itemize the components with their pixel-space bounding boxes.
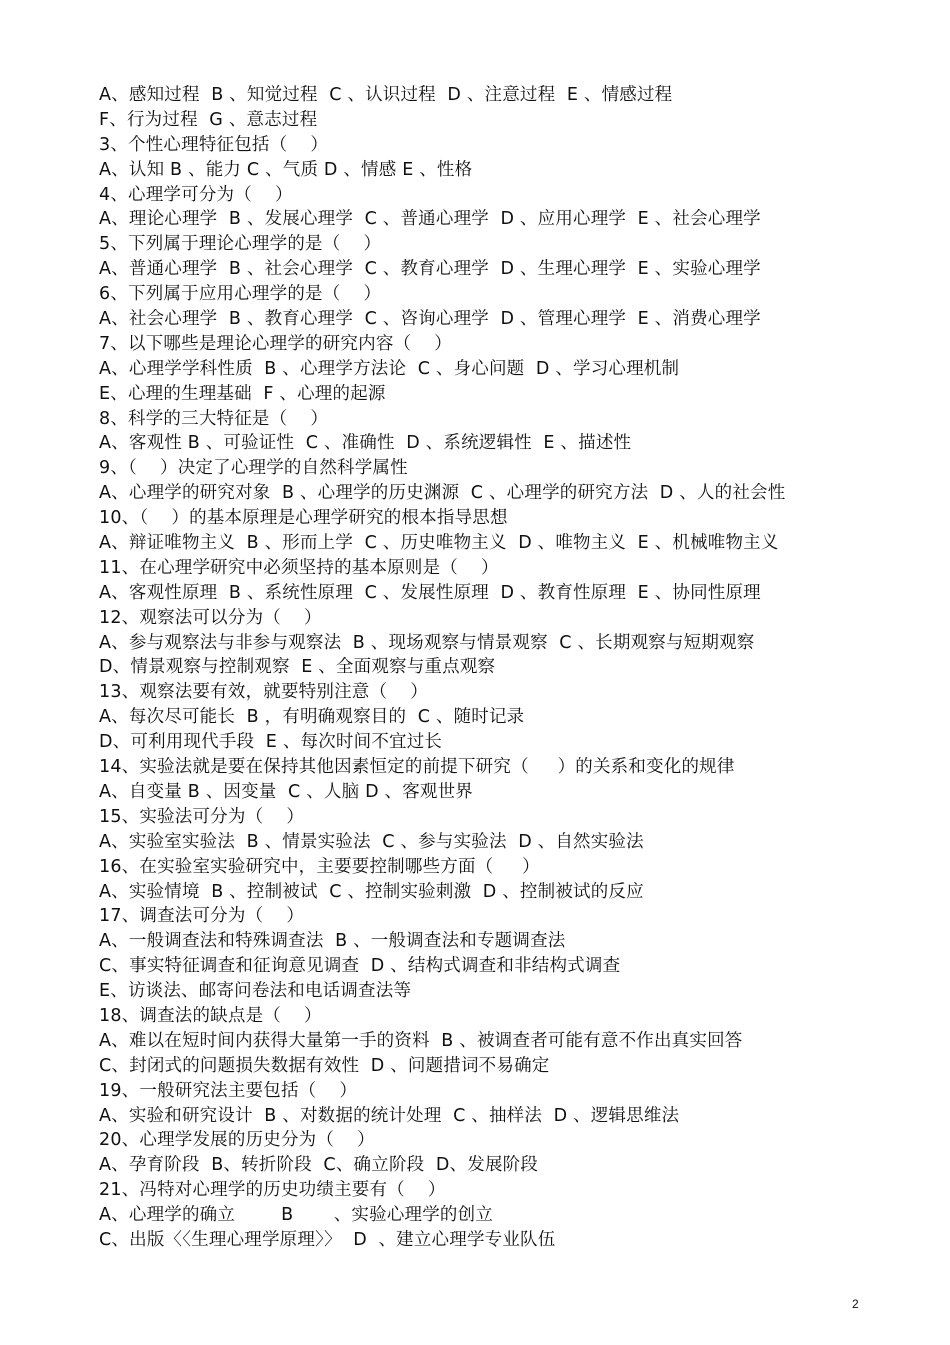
text-line: 11、在心理学研究中必须坚持的基本原则是（ ） xyxy=(99,557,499,578)
text-line: A、实验和研究设计 B 、对数据的统计处理 C 、抽样法 D 、逻辑思维法 xyxy=(99,1105,680,1126)
page-number: 2 xyxy=(852,1297,859,1311)
text-line: A、客观性 B 、可验证性 C 、准确性 D 、系统逻辑性 E 、描述性 xyxy=(99,433,632,454)
text-line: A、实验室实验法 B 、情景实验法 C 、参与实验法 D 、自然实验法 xyxy=(99,831,644,852)
text-line: A、每次尽可能长 B ，有明确观察目的 C 、随时记录 xyxy=(99,707,525,728)
text-line: 14、实验法就是要在保持其他因素恒定的前提下研究（ ）的关系和变化的规律 xyxy=(99,757,735,778)
text-line: F、行为过程 G 、意志过程 xyxy=(99,109,318,130)
text-line: A、心理学学科性质 B 、心理学方法论 C 、身心问题 D 、学习心理机制 xyxy=(99,358,680,379)
text-line: E、心理的生理基础 F 、心理的起源 xyxy=(99,383,386,404)
text-line: 5、下列属于理论心理学的是（ ） xyxy=(99,234,382,255)
text-line: A、普通心理学 B 、社会心理学 C 、教育心理学 D 、生理心理学 E 、实验心理学 xyxy=(99,259,761,280)
text-line: C、封闭式的问题损失数据有效性 D 、问题措词不易确定 xyxy=(99,1055,550,1076)
text-line: A、社会心理学 B 、教育心理学 C 、咨询心理学 D 、管理心理学 E 、消费心理学 xyxy=(99,309,761,330)
text-line: C、出版〈〈生理心理学原理〉〉 D 、建立心理学专业队伍 xyxy=(99,1229,556,1250)
text-line: 9、（ ）决定了心理学的自然科学属性 xyxy=(99,458,408,479)
text-line: C、事实特征调查和征询意见调查 D 、结构式调查和非结构式调查 xyxy=(99,956,621,977)
text-line: D、可利用现代手段 E 、每次时间不宜过长 xyxy=(99,732,443,753)
text-line: 3、个性心理特征包括（ ） xyxy=(99,134,329,155)
text-line: 7、以下哪些是理论心理学的研究内容（ ） xyxy=(99,333,452,354)
text-line: 13、观察法要有效，就要特别注意（ ） xyxy=(99,682,428,703)
text-line: A、一般调查法和特殊调查法 B 、一般调查法和专题调查法 xyxy=(99,931,566,952)
text-line: A、感知过程 B 、知觉过程 C 、认识过程 D 、注意过程 E 、情感过程 xyxy=(99,85,673,105)
text-line: A、自变量 B 、因变量 C 、人脑 D 、客观世界 xyxy=(99,781,474,802)
text-line: A、认知 B 、能力 C 、气质 D 、情感 E 、性格 xyxy=(99,159,473,180)
text-line: 19、一般研究法主要包括（ ） xyxy=(99,1080,358,1101)
text-line: A、心理学的确立 B 、实验心理学的创立 xyxy=(99,1205,494,1226)
text-line: A、客观性原理 B 、系统性原理 C 、发展性原理 D 、教育性原理 E 、协同性原理 xyxy=(99,582,761,603)
text-line: 20、心理学发展的历史分为（ ） xyxy=(99,1130,375,1151)
text-line: 16、在实验室实验研究中，主要要控制哪些方面（ ） xyxy=(99,856,540,877)
text-line: A、心理学的研究对象 B 、心理学的历史渊源 C 、心理学的研究方法 D 、人的社会性 xyxy=(99,483,786,504)
text-line: E、访谈法、邮寄问卷法和电话调查法等 xyxy=(99,981,412,1002)
text-line: A、难以在短时间内获得大量第一手的资料 B 、被调查者可能有意不作出真实回答 xyxy=(99,1030,743,1051)
question-list xyxy=(99,83,899,1253)
text-line: A、辩证唯物主义 B 、形而上学 C 、历史唯物主义 D 、唯物主义 E 、机械唯物主义 xyxy=(99,533,779,554)
text-line: 4、心理学可分为（ ） xyxy=(99,184,293,205)
text-line: 8、科学的三大特征是（ ） xyxy=(99,408,329,429)
text-line: 21、冯特对心理学的历史功绩主要有（ ） xyxy=(99,1180,446,1201)
text-line: A、参与观察法与非参与观察法 B 、现场观察与情景观察 C 、长期观察与短期观察 xyxy=(99,632,755,653)
text-line: 10、（ ）的基本原理是心理学研究的根本指导思想 xyxy=(99,508,508,529)
text-line: A、孕育阶段 B、转折阶段 C、确立阶段 D、发展阶段 xyxy=(99,1155,539,1176)
text-line: 12、观察法可以分为（ ） xyxy=(99,607,322,628)
text-line: 18、调查法的缺点是（ ） xyxy=(99,1005,322,1026)
text-line: 15、实验法可分为（ ） xyxy=(99,806,305,827)
text-line: 6、下列属于应用心理学的是（ ） xyxy=(99,284,382,305)
text-line: D、情景观察与控制观察 E 、全面观察与重点观察 xyxy=(99,657,496,678)
text-line: 17、调查法可分为（ ） xyxy=(99,906,305,927)
text-line: A、理论心理学 B 、发展心理学 C 、普通心理学 D 、应用心理学 E 、社会心理学 xyxy=(99,209,761,230)
text-line: A、实验情境 B 、控制被试 C 、控制实验刺激 D 、控制被试的反应 xyxy=(99,881,644,902)
